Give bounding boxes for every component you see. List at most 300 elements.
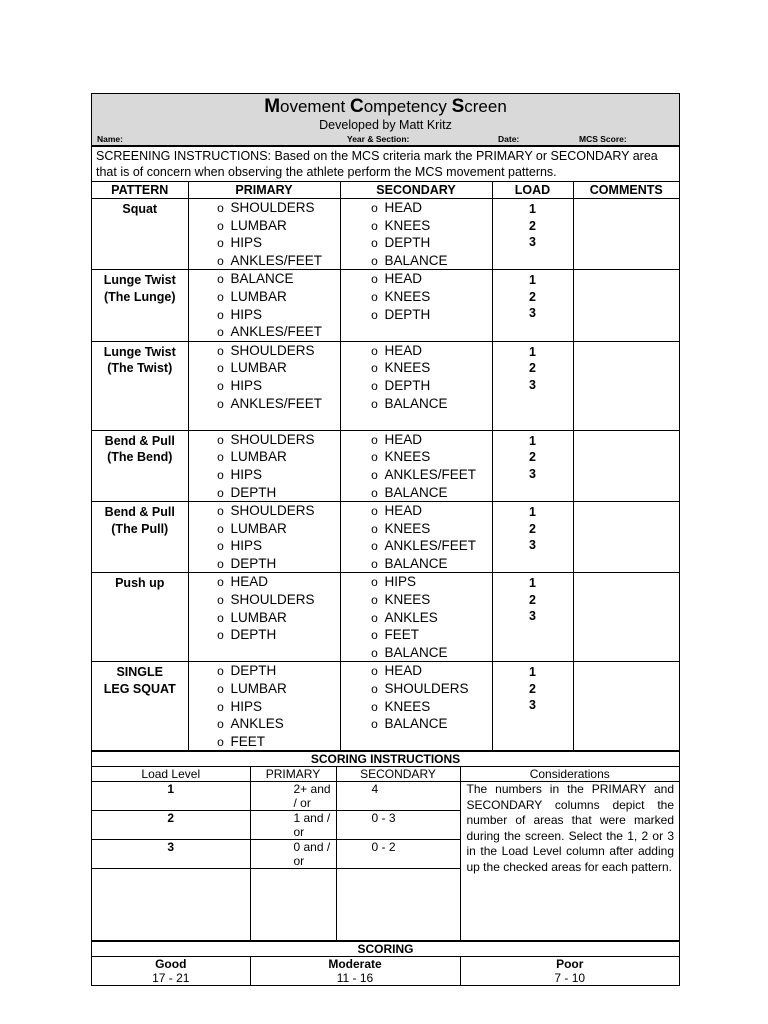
checkbox-bullet-icon[interactable]: o <box>217 343 224 358</box>
checkbox-bullet-icon[interactable]: o <box>217 378 224 393</box>
primary-options <box>188 573 340 662</box>
option-row <box>189 412 340 430</box>
pattern-name-line: LEG SQUAT <box>103 681 176 696</box>
option-label: HIPS <box>230 466 263 482</box>
option-label: HIPS <box>230 306 263 322</box>
load-option[interactable]: 3 <box>529 377 536 392</box>
mcs-score-field-label[interactable]: MCS Score: <box>579 134 627 144</box>
option-label: BALANCE <box>384 555 448 571</box>
option-label: DEPTH <box>384 235 431 251</box>
option-label: DEPTH <box>384 306 431 322</box>
option-label: KNEES <box>384 592 431 608</box>
load-option[interactable]: 3 <box>529 235 536 249</box>
load-option[interactable]: 1 <box>529 344 536 359</box>
option-label: BALANCE <box>384 644 448 660</box>
load-option[interactable]: 3 <box>529 538 536 553</box>
secondary-options <box>340 270 492 341</box>
col-header-pattern: PATTERN <box>92 182 188 199</box>
option-label: DEPTH <box>230 555 277 571</box>
option-label: SHOULDERS <box>384 681 469 697</box>
option-label: BALANCE <box>384 252 448 268</box>
option-row <box>341 323 492 341</box>
primary-option-shoulders[interactable] <box>189 591 340 609</box>
checkbox-bullet-icon[interactable]: o <box>217 521 224 536</box>
primary-option-depth[interactable] <box>189 555 340 573</box>
pattern-name-line: (The Lunge) <box>103 289 176 304</box>
pattern-name-line: SINGLE <box>116 665 164 680</box>
load-option[interactable]: 2 <box>529 289 536 304</box>
checkbox-bullet-icon[interactable]: o <box>217 361 224 376</box>
option-label: FEET <box>230 733 266 749</box>
load-options <box>492 199 573 270</box>
secondary-options <box>340 662 492 751</box>
checkbox-bullet-icon[interactable]: o <box>371 485 378 500</box>
score-range-poor: 7 - 10 <box>460 971 679 985</box>
secondary-option-knees[interactable] <box>341 288 492 306</box>
scoring-level-labels <box>92 957 679 972</box>
secondary-option-balance[interactable] <box>341 555 492 573</box>
primary-options <box>188 430 340 501</box>
checkbox-bullet-icon[interactable]: o <box>371 272 378 287</box>
checkbox-bullet-icon[interactable]: o <box>371 396 378 411</box>
primary-option-ankles-feet[interactable] <box>189 252 340 270</box>
pattern-row <box>92 199 679 270</box>
score-level-poor: Poor <box>460 957 679 972</box>
comments-cell[interactable] <box>573 430 679 501</box>
col-header-primary: PRIMARY <box>188 182 340 199</box>
option-label: SHOULDERS <box>230 431 315 447</box>
option-label: LUMBAR <box>230 449 287 465</box>
primary-option-hips[interactable] <box>189 466 340 484</box>
comments-cell[interactable] <box>573 341 679 430</box>
date-field-label[interactable]: Date: <box>498 134 520 144</box>
option-label: KNEES <box>384 449 431 465</box>
checkbox-bullet-icon[interactable]: o <box>217 289 224 304</box>
secondary-options <box>340 502 492 573</box>
checkbox-bullet-icon[interactable]: o <box>371 432 378 447</box>
option-label: KNEES <box>384 360 431 376</box>
load-option[interactable]: 1 <box>529 665 536 680</box>
option-label: DEPTH <box>230 627 277 643</box>
option-label: SHOULDERS <box>230 503 315 519</box>
secondary-option-ankles[interactable] <box>341 609 492 627</box>
pattern-name <box>92 270 188 341</box>
primary-options <box>188 341 340 430</box>
option-label: HEAD <box>384 271 423 287</box>
checkbox-bullet-icon[interactable]: o <box>217 485 224 500</box>
checkbox-bullet-icon[interactable]: o <box>371 201 378 215</box>
blank-cell <box>92 869 250 941</box>
option-label: LUMBAR <box>230 609 287 625</box>
primary-option-shoulders[interactable] <box>189 199 340 217</box>
option-label: HEAD <box>384 200 423 215</box>
checkbox-bullet-icon[interactable]: o <box>217 699 224 714</box>
load-option[interactable]: 1 <box>529 576 536 591</box>
option-label: HIPS <box>230 698 263 714</box>
option-label: ANKLES/FEET <box>230 324 323 340</box>
primary-option-hips[interactable] <box>189 698 340 716</box>
blank-cell <box>250 869 336 941</box>
load-option[interactable]: 1 <box>529 273 536 288</box>
checkbox-bullet-icon[interactable]: o <box>371 664 378 679</box>
primary-option-head[interactable] <box>189 573 340 591</box>
secondary-option-ankles-feet[interactable] <box>341 466 492 484</box>
checkbox-bullet-icon[interactable]: o <box>371 556 378 571</box>
load-options <box>492 573 573 662</box>
checkbox-bullet-icon[interactable]: o <box>217 432 224 447</box>
checkbox-bullet-icon[interactable]: o <box>371 610 378 625</box>
pattern-row <box>92 573 679 662</box>
checkbox-bullet-icon[interactable]: o <box>371 450 378 465</box>
pattern-name <box>92 502 188 573</box>
secondary-option-feet[interactable] <box>341 626 492 644</box>
secondary-option-balance[interactable] <box>341 252 492 270</box>
checkbox-bullet-icon[interactable]: o <box>371 361 378 376</box>
primary-options <box>188 199 340 270</box>
checkbox-bullet-icon[interactable]: o <box>371 699 378 714</box>
option-label: SHOULDERS <box>230 592 315 608</box>
pattern-row <box>92 502 679 573</box>
option-label: LUMBAR <box>230 217 287 233</box>
primary-option-shoulders[interactable] <box>189 342 340 360</box>
primary-option-hips[interactable] <box>189 306 340 324</box>
secondary-option-knees[interactable] <box>341 448 492 466</box>
checkbox-bullet-icon[interactable]: o <box>217 201 224 215</box>
option-label: LUMBAR <box>230 681 287 697</box>
checkbox-bullet-icon[interactable]: o <box>217 504 224 519</box>
pattern-name <box>92 341 188 430</box>
secondary-option-depth[interactable] <box>341 234 492 252</box>
option-label: ANKLES <box>384 609 438 625</box>
score-level-good: Good <box>92 957 250 972</box>
pattern-name <box>92 662 188 751</box>
secondary-option-shoulders[interactable] <box>341 680 492 698</box>
secondary-option-ankles-feet[interactable] <box>341 537 492 555</box>
comments-cell[interactable] <box>573 199 679 270</box>
secondary-options <box>340 573 492 662</box>
checkbox-bullet-icon[interactable]: o <box>217 610 224 625</box>
checkbox-bullet-icon[interactable]: o <box>217 593 224 608</box>
scoring-header-row <box>92 767 679 782</box>
load-option[interactable]: 2 <box>529 521 536 536</box>
load-option[interactable]: 1 <box>529 505 536 520</box>
col-header-considerations: Considerations <box>460 767 679 782</box>
option-label: ANKLES/FEET <box>230 395 323 411</box>
option-label: HIPS <box>230 377 263 393</box>
col-header-secondary: SECONDARY <box>340 182 492 199</box>
secondary-option-knees[interactable] <box>341 359 492 377</box>
pattern-row <box>92 341 679 430</box>
primary-option-depth[interactable] <box>189 484 340 502</box>
score-range-good: 17 - 21 <box>92 971 250 985</box>
load-option[interactable]: 2 <box>529 681 536 696</box>
primary-option-lumbar[interactable] <box>189 217 340 235</box>
checkbox-bullet-icon[interactable]: o <box>371 717 378 732</box>
option-label: HEAD <box>384 663 423 679</box>
considerations-text: The numbers in the PRIMARY and SECONDARY columns depict the number of areas that were marked during the screen. Select the 1, 2 or 3 in the Load Level column after adding up the checked areas for each pattern. <box>460 782 679 941</box>
checkbox-bullet-icon[interactable]: o <box>371 289 378 304</box>
table-row <box>92 782 679 811</box>
load-options <box>492 502 573 573</box>
pattern-name-line: (The Bend) <box>107 450 173 465</box>
name-field-label[interactable]: Name: <box>97 134 123 144</box>
option-label: BALANCE <box>384 716 448 732</box>
checkbox-bullet-icon[interactable]: o <box>371 593 378 608</box>
checkbox-bullet-icon[interactable]: o <box>217 307 224 322</box>
option-label: HEAD <box>230 574 269 590</box>
page-subtitle: Developed by Matt Kritz <box>319 118 452 132</box>
col-header-load-level: Load Level <box>92 767 250 782</box>
secondary-option-knees[interactable] <box>341 698 492 716</box>
comments-cell[interactable] <box>573 662 679 751</box>
pattern-name-line: Lunge Twist <box>103 344 176 359</box>
pattern-row <box>92 430 679 501</box>
option-label: ANKLES/FEET <box>230 252 323 268</box>
load-options <box>492 662 573 751</box>
option-label: HIPS <box>384 574 417 590</box>
checkbox-bullet-icon[interactable]: o <box>217 218 224 233</box>
option-label: SHOULDERS <box>230 200 315 215</box>
checkbox-bullet-icon[interactable]: o <box>371 378 378 393</box>
primary-options <box>188 270 340 341</box>
pattern-name-line: Lunge Twist <box>103 273 176 288</box>
col-header-score-primary: PRIMARY <box>250 767 336 782</box>
primary-option-lumbar[interactable] <box>189 448 340 466</box>
scoring-table <box>92 956 679 985</box>
secondary-option-balance[interactable] <box>341 715 492 733</box>
primary-option-balance[interactable] <box>189 270 340 288</box>
load-level-cell: 3 <box>92 840 250 869</box>
pattern-name <box>92 430 188 501</box>
primary-count-cell: 2+ and / or <box>250 782 336 811</box>
primary-option-hips[interactable] <box>189 537 340 555</box>
checkbox-bullet-icon[interactable]: o <box>217 272 224 287</box>
primary-option-lumbar[interactable] <box>189 520 340 538</box>
option-label: KNEES <box>384 217 431 233</box>
checkbox-bullet-icon[interactable]: o <box>371 504 378 519</box>
load-options <box>492 341 573 430</box>
option-label: HIPS <box>230 538 263 554</box>
secondary-option-knees[interactable] <box>341 520 492 538</box>
secondary-count-cell: 0 - 3 <box>336 811 460 840</box>
option-label: ANKLES <box>230 716 284 732</box>
secondary-option-depth[interactable] <box>341 377 492 395</box>
option-label: HIPS <box>230 235 263 251</box>
secondary-option-knees[interactable] <box>341 591 492 609</box>
scoring-instructions-header: SCORING INSTRUCTIONS <box>92 751 679 766</box>
secondary-count-cell: 0 - 2 <box>336 840 460 869</box>
mcs-form <box>91 93 680 986</box>
load-options <box>492 270 573 341</box>
primary-option-ankles-feet[interactable] <box>189 323 340 341</box>
secondary-option-head[interactable] <box>341 662 492 680</box>
primary-option-depth[interactable] <box>189 626 340 644</box>
option-label: LUMBAR <box>230 288 287 304</box>
secondary-count-cell: 4 <box>336 782 460 811</box>
checkbox-bullet-icon[interactable]: o <box>217 325 224 340</box>
checkbox-bullet-icon[interactable]: o <box>371 236 378 251</box>
checkbox-bullet-icon[interactable]: o <box>217 682 224 697</box>
score-level-moderate: Moderate <box>250 957 460 972</box>
primary-option-hips[interactable] <box>189 234 340 252</box>
option-row <box>341 412 492 430</box>
option-label: HEAD <box>384 503 423 519</box>
pattern-name-line: Squat <box>122 202 158 216</box>
score-range-moderate: 11 - 16 <box>250 971 460 985</box>
primary-option-shoulders[interactable] <box>189 502 340 520</box>
load-option[interactable]: 3 <box>529 466 536 481</box>
secondary-option-depth[interactable] <box>341 306 492 324</box>
checkbox-bullet-icon[interactable]: o <box>371 343 378 358</box>
col-header-comments: COMMENTS <box>573 182 679 199</box>
load-option[interactable]: 2 <box>529 592 536 607</box>
option-label: ANKLES/FEET <box>384 538 477 554</box>
primary-option-hips[interactable] <box>189 377 340 395</box>
checkbox-bullet-icon[interactable]: o <box>217 575 224 590</box>
pattern-row <box>92 270 679 341</box>
load-option[interactable]: 3 <box>529 698 536 713</box>
patterns-body <box>92 199 679 751</box>
primary-option-ankles[interactable] <box>189 715 340 733</box>
secondary-option-head[interactable] <box>341 502 492 520</box>
year-section-field-label[interactable]: Year & Section: <box>347 134 410 144</box>
blank-cell <box>336 869 460 941</box>
option-label: HEAD <box>384 431 423 447</box>
comments-cell[interactable] <box>573 270 679 341</box>
scoring-level-ranges <box>92 971 679 985</box>
patterns-table <box>92 182 679 751</box>
col-header-load: LOAD <box>492 182 573 199</box>
secondary-option-head[interactable] <box>341 270 492 288</box>
page-title: Movement Competency Screen <box>264 96 507 117</box>
primary-option-depth[interactable] <box>189 662 340 680</box>
option-row <box>341 733 492 751</box>
checkbox-bullet-icon[interactable]: o <box>371 218 378 233</box>
load-option[interactable]: 2 <box>529 361 536 376</box>
secondary-option-head[interactable] <box>341 342 492 360</box>
secondary-option-hips[interactable] <box>341 573 492 591</box>
col-header-score-secondary: SECONDARY <box>336 767 460 782</box>
pattern-row <box>92 662 679 751</box>
scoring-instructions-table <box>92 766 679 941</box>
option-row <box>189 644 340 662</box>
secondary-options <box>340 199 492 270</box>
pattern-name <box>92 573 188 662</box>
load-option[interactable]: 2 <box>529 218 536 233</box>
option-label: DEPTH <box>230 663 277 679</box>
pattern-name-line: Bend & Pull <box>104 505 175 520</box>
option-label: KNEES <box>384 698 431 714</box>
pattern-name-line: Push up <box>115 576 165 591</box>
checkbox-bullet-icon[interactable]: o <box>371 521 378 536</box>
secondary-option-head[interactable] <box>341 199 492 217</box>
checkbox-bullet-icon[interactable]: o <box>217 236 224 251</box>
primary-option-lumbar[interactable] <box>189 288 340 306</box>
option-label: SHOULDERS <box>230 342 315 358</box>
primary-count-cell: 1 and / or <box>250 811 336 840</box>
checkbox-bullet-icon[interactable]: o <box>217 664 224 679</box>
option-label: FEET <box>384 627 420 643</box>
secondary-options <box>340 430 492 501</box>
load-option[interactable]: 1 <box>529 433 536 448</box>
primary-option-lumbar[interactable] <box>189 359 340 377</box>
checkbox-bullet-icon[interactable]: o <box>371 645 378 660</box>
checkbox-bullet-icon[interactable]: o <box>217 734 224 749</box>
primary-option-shoulders[interactable] <box>189 431 340 449</box>
option-label: BALANCE <box>230 271 294 287</box>
pattern-name-line: (The Pull) <box>111 521 169 536</box>
option-label: BALANCE <box>384 484 448 500</box>
checkbox-bullet-icon[interactable]: o <box>371 539 378 554</box>
checkbox-bullet-icon[interactable]: o <box>217 539 224 554</box>
load-level-cell: 1 <box>92 782 250 811</box>
load-option[interactable]: 2 <box>529 450 536 465</box>
checkbox-bullet-icon[interactable]: o <box>217 556 224 571</box>
checkbox-bullet-icon[interactable]: o <box>371 467 378 482</box>
option-label: HEAD <box>384 342 423 358</box>
option-label: ANKLES/FEET <box>384 466 477 482</box>
secondary-options <box>340 341 492 430</box>
primary-option-lumbar[interactable] <box>189 609 340 627</box>
checkbox-bullet-icon[interactable]: o <box>371 253 378 268</box>
secondary-option-knees[interactable] <box>341 217 492 235</box>
scoring-header: SCORING <box>92 941 679 956</box>
option-label: DEPTH <box>384 377 431 393</box>
load-level-cell: 2 <box>92 811 250 840</box>
secondary-option-balance[interactable] <box>341 484 492 502</box>
checkbox-bullet-icon[interactable]: o <box>371 628 378 643</box>
checkbox-bullet-icon[interactable]: o <box>217 628 224 643</box>
checkbox-bullet-icon[interactable]: o <box>371 682 378 697</box>
option-label: LUMBAR <box>230 520 287 536</box>
form-fields <box>92 134 679 145</box>
pattern-name-line: (The Twist) <box>107 361 173 376</box>
secondary-option-balance[interactable] <box>341 395 492 413</box>
load-option[interactable]: 3 <box>529 306 536 321</box>
checkbox-bullet-icon[interactable]: o <box>217 396 224 411</box>
primary-options <box>188 502 340 573</box>
checkbox-bullet-icon[interactable]: o <box>371 307 378 322</box>
checkbox-bullet-icon[interactable]: o <box>217 467 224 482</box>
primary-count-cell: 0 and / or <box>250 840 336 869</box>
load-options <box>492 430 573 501</box>
checkbox-bullet-icon[interactable]: o <box>371 575 378 590</box>
primary-option-ankles-feet[interactable] <box>189 395 340 413</box>
option-label: KNEES <box>384 520 431 536</box>
secondary-option-head[interactable] <box>341 431 492 449</box>
primary-option-feet[interactable] <box>189 733 340 751</box>
checkbox-bullet-icon[interactable]: o <box>217 717 224 732</box>
pattern-name-line: Bend & Pull <box>104 433 175 448</box>
load-option[interactable]: 3 <box>529 609 536 624</box>
patterns-header-row <box>92 182 679 199</box>
option-label: LUMBAR <box>230 360 287 376</box>
checkbox-bullet-icon[interactable]: o <box>217 450 224 465</box>
primary-options <box>188 662 340 751</box>
primary-option-lumbar[interactable] <box>189 680 340 698</box>
comments-cell[interactable] <box>573 573 679 662</box>
pattern-name <box>92 199 188 270</box>
screening-instructions: SCREENING INSTRUCTIONS: Based on the MCS criteria mark the PRIMARY or SECONDARY area that is of concern when observing the athlete perform the MCS movement patterns. <box>92 146 679 182</box>
title-block <box>92 94 679 146</box>
option-label: BALANCE <box>384 395 448 411</box>
comments-cell[interactable] <box>573 502 679 573</box>
option-label: KNEES <box>384 288 431 304</box>
secondary-option-balance[interactable] <box>341 644 492 662</box>
option-label: DEPTH <box>230 484 277 500</box>
checkbox-bullet-icon[interactable]: o <box>217 253 224 268</box>
load-option[interactable]: 1 <box>529 202 536 216</box>
